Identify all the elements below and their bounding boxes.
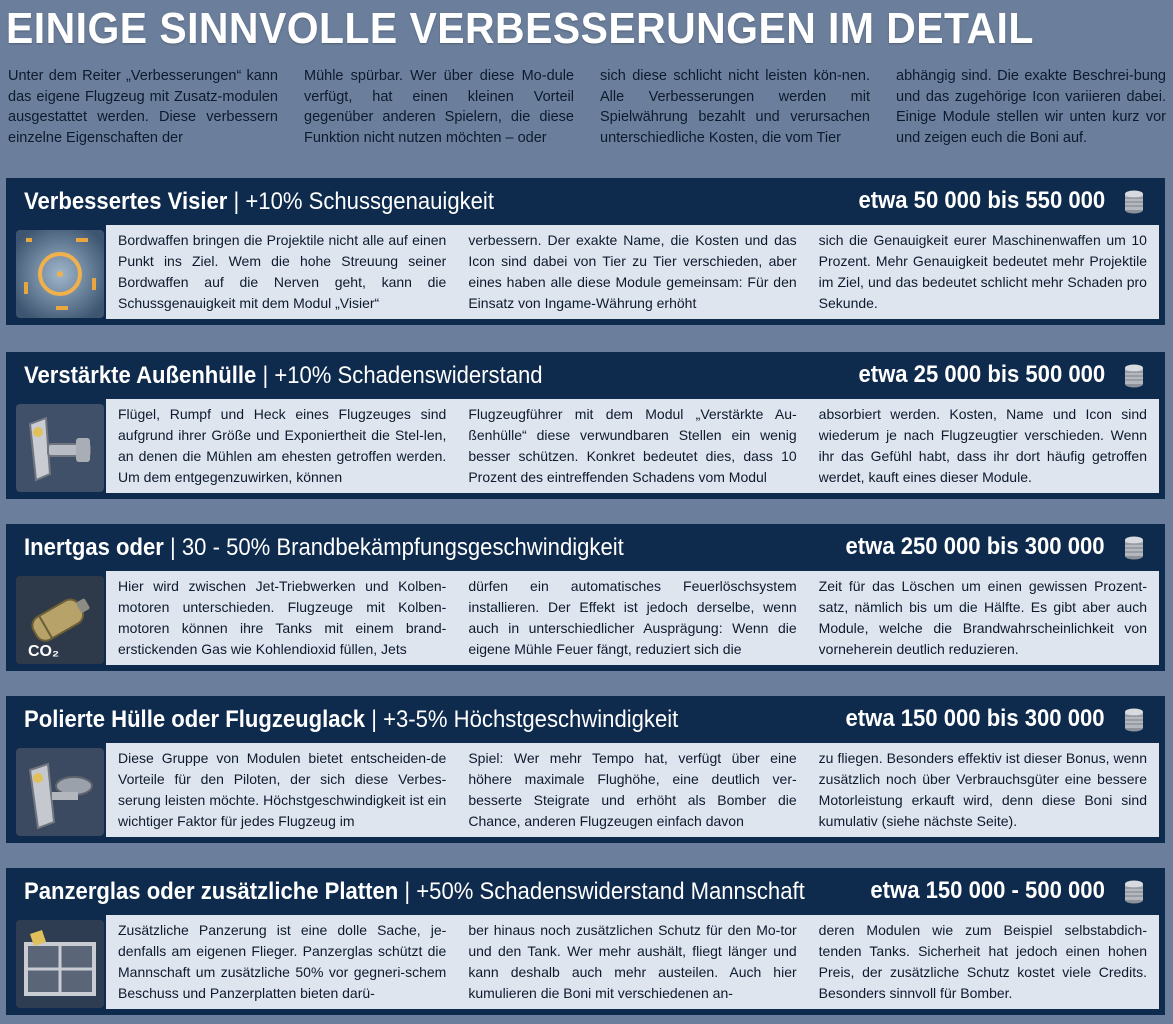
section-title: Panzerglas oder zusätzliche Platten | +50% Schadenswiderstand Mannschaft	[24, 877, 805, 905]
module-bonus: +50% Schadenswiderstand Mannschaft	[416, 877, 805, 905]
body-column: dürfen ein automatisches Feuerlöschsystem installieren. Der Effekt ist jedoch derselbe, wenn auch in unterschiedlicher Ausprägung: Wenn die eigene Mühle Feuer fängt, reduziert sich die	[468, 578, 797, 657]
upgrade-section-visier	[6, 178, 1165, 325]
coin-stack-icon	[1119, 532, 1149, 562]
body-column: zu fliegen. Besonders effektiv ist dieser Bonus, wenn zusätzlich noch über Verbrauchsgüter eine bessere Motorleistung erkauft wird, denn diese Boni sind kumulativ (siehe nächste Seite).	[818, 750, 1147, 829]
polish-tool-icon	[16, 748, 104, 836]
co2-canister-icon	[16, 576, 104, 664]
section-body	[106, 915, 1159, 1009]
body-column: Bordwaffen bringen die Projektile nicht alle auf einen Punkt ins Ziel. Wem die hohe Streuung seiner Bordwaffen auf die Nerven geht, kann die Schussgenauigkeit mit dem Modul „Visier“	[118, 232, 447, 311]
intro-column: abhängig sind. Die exakte Beschrei-bung und das zugehörige Icon variieren dabei. Einige Module stellen wir unten kurz vor und zeigen euch die Boni auf.	[896, 68, 1166, 146]
section-body	[106, 225, 1159, 319]
module-bonus: 30 - 50% Brandbekämpfungsgeschwindigkeit	[181, 533, 624, 561]
section-header	[6, 352, 1165, 399]
upgrade-section-inertgas	[6, 524, 1165, 671]
module-name: Verbessertes Visier	[24, 187, 228, 215]
section-body	[106, 399, 1159, 493]
section-title: Polierte Hülle oder Flugzeuglack | +3-5% Höchstgeschwindigkeit	[24, 705, 679, 733]
section-title: Inertgas oder | 30 - 50% Brandbekämpfungsgeschwindigkeit	[24, 533, 624, 561]
body-column: Zusätzliche Panzerung ist eine dolle Sache, je-denfalls am eigenen Flieger. Panzerglas schützt die Mannschaft um zusätzliche 50% vor gegneri-schem Beschuss und Panzerplatten bieten darü-	[118, 922, 447, 1001]
module-price: etwa 25 000 bis 500 000	[858, 361, 1105, 388]
upgrade-section-polierte-huelle	[6, 696, 1165, 843]
body-column: verbessern. Der exakte Name, die Kosten und das Icon sind dabei von Tier zu Tier verschieden, aber eines haben alle diese Module gemeinsam: Für den Einsatz von Ingame-Währung erhöht	[468, 232, 797, 311]
intro-text	[8, 66, 1166, 166]
body-column: Hier wird zwischen Jet-Triebwerken und Kolben-motoren unterschieden. Flugzeuge mit Kolben-motoren können ihre Tanks mit einem brand-erstickenden Gas wie Kohlendioxid füllen, Jets	[118, 578, 447, 657]
section-header	[6, 868, 1165, 915]
body-column: deren Modulen wie zum Beispiel selbstabdich-tenden Tanks. Sicherheit hat jedoch einen hohen Preis, der zusätzliche Schutz kostet viele Credits. Besonders sinnvoll für Bomber.	[818, 922, 1147, 1001]
section-header	[6, 524, 1165, 571]
body-column: Zeit für das Löschen um einen gewissen Prozent-satz, nämlich bis um die Hälfte. Es gibt aber auch Module, welche die Brandwahrscheinlichkeit von vorneherein deutlich reduzieren.	[818, 578, 1147, 657]
coin-stack-icon	[1119, 186, 1149, 216]
section-body	[106, 743, 1159, 837]
section-title: Verstärkte Außenhülle | +10% Schadenswiderstand	[24, 361, 543, 389]
section-header	[6, 696, 1165, 743]
body-column: Flugzeugführer mit dem Modul „Verstärkte Au-ßenhülle“ diese verwundbaren Stellen ein wenig besser schützen. Konkret bedeutet dies, dass 10 Prozent des eintreffenden Schadens vom Modul	[468, 406, 797, 485]
co2-label: CO₂	[28, 643, 60, 660]
body-column: ber hinaus noch zusätzlichen Schutz für den Mo-tor und den Tank. Wer mehr aushält, fliegt länger und kann deshalb auch mehr austeilen. Auch hier kumulieren die Boni mit verschiedenen an-	[468, 922, 797, 1001]
intro-column: sich diese schlicht nicht leisten kön-nen. Alle Verbesserungen werden mit Spielwährung bezahlt und verursachen unterschiedliche Kosten, die vom Tier	[600, 68, 870, 146]
body-column: Spiel: Wer mehr Tempo hat, verfügt über eine höhere maximale Flughöhe, eine deutlich ver-besserte Steigrate und erhöht als Bomber die Chance, anderen Flugzeugen einfach davon	[468, 750, 797, 829]
module-bonus: +10% Schadenswiderstand	[274, 361, 543, 389]
module-price: etwa 250 000 bis 300 000	[845, 533, 1105, 560]
intro-column: Mühle spürbar. Wer über diese Mo-dule verfügt, hat einen kleinen Vorteil gegenüber anderen Spielern, die diese Funktion nicht nutzen möchten – oder	[304, 68, 574, 146]
wrench-plate-icon	[16, 404, 104, 492]
section-title: Verbessertes Visier | +10% Schussgenauigkeit	[24, 187, 494, 215]
module-name: Panzerglas oder zusätzliche Platten	[24, 877, 399, 905]
body-column: Diese Gruppe von Modulen bietet entscheiden-de Vorteile für den Piloten, der sich diese Verbes-serung leisten möchte. Höchstgeschwindigkeit ist ein wichtiger Faktor für jedes Flugzeug im	[118, 750, 447, 829]
body-column: sich die Genauigkeit eurer Maschinenwaffen um 10 Prozent. Mehr Genauigkeit bedeutet mehr Projektile im Ziel, und das bedeutet schlicht mehr Schaden pro Sekunde.	[818, 232, 1147, 311]
armored-glass-icon	[16, 920, 104, 1008]
body-column: Flügel, Rumpf und Heck eines Flugzeuges sind aufgrund ihrer Größe und Exponiertheit die Stel-len, an denen die Mühlen am ehesten getroffen werden. Um dem entgegenzuwirken, können	[118, 406, 447, 485]
coin-stack-icon	[1119, 360, 1149, 390]
module-name: Verstärkte Außenhülle	[24, 361, 257, 389]
crosshair-icon	[16, 230, 104, 318]
body-column: absorbiert werden. Kosten, Name und Icon sind wiederum je nach Flugzeugtier verschieden. Wenn ihr das Gefühl habt, dass ihr dort häufig getroffen werdet, kauft eines dieser Module.	[818, 406, 1147, 485]
page-title: EINIGE SINNVOLLE VERBESSERUNGEN IM DETAIL	[6, 4, 1034, 53]
coin-stack-icon	[1119, 704, 1149, 734]
section-header	[6, 178, 1165, 225]
module-price: etwa 150 000 - 500 000	[870, 877, 1105, 904]
intro-column: Unter dem Reiter „Verbesserungen“ kann das eigene Flugzeug mit Zusatz-modulen ausgestattet werden. Diese verbessern einzelne Eigenschaften der	[8, 68, 278, 146]
module-bonus: +10% Schussgenauigkeit	[245, 187, 494, 215]
module-name: Polierte Hülle oder Flugzeuglack	[24, 705, 366, 733]
module-bonus: +3-5% Höchstgeschwindigkeit	[383, 705, 679, 733]
section-body	[106, 571, 1159, 665]
module-price: etwa 50 000 bis 550 000	[858, 187, 1105, 214]
module-price: etwa 150 000 bis 300 000	[845, 705, 1105, 732]
coin-stack-icon	[1119, 876, 1149, 906]
module-name: Inertgas oder	[24, 533, 164, 561]
upgrade-section-aussenhuelle	[6, 352, 1165, 499]
upgrade-section-panzerglas	[6, 868, 1165, 1015]
